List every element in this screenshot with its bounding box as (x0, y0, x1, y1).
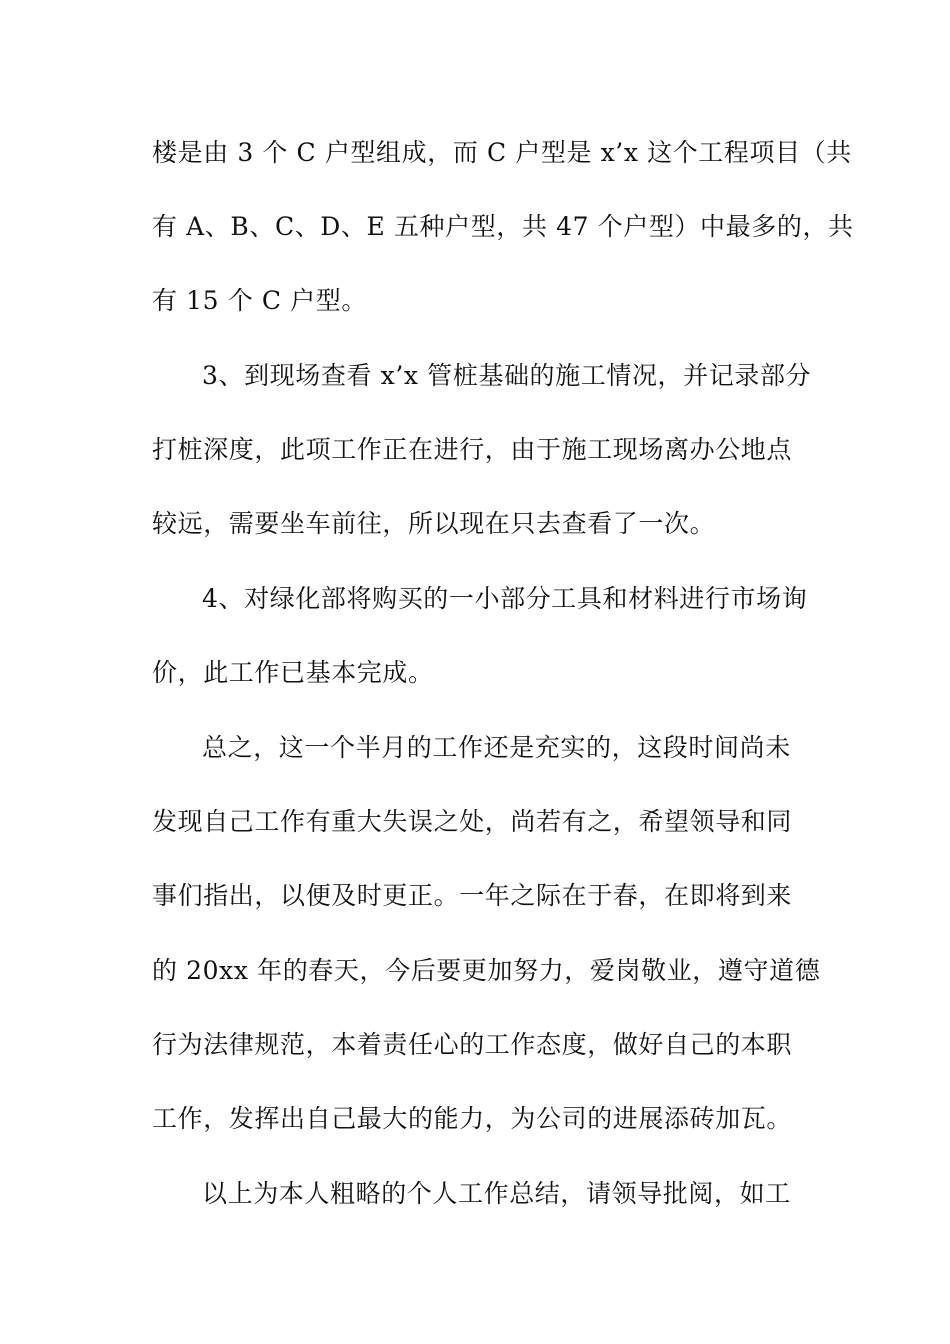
paragraph-line: 总之，这一个半月的工作还是充实的，这段时间尚未 (202, 733, 791, 762)
paragraph-line: 有 A、B、C、D、E 五种户型，共 47 个户型）中最多的，共 (152, 212, 854, 241)
paragraph-line: 的 20xx 年的春天，今后要更加努力，爱岗敬业，遵守道德 (152, 956, 821, 985)
paragraph-line: 价，此工作已基本完成。 (152, 658, 434, 687)
paragraph-line: 以上为本人粗略的个人工作总结，请领导批阅，如工 (202, 1179, 791, 1208)
paragraph-line: 4、对绿化部将购买的一小部分工具和材料进行市场询 (202, 584, 808, 613)
paragraph-line: 3、到现场查看 x’x 管桩基础的施工情况，并记录部分 (202, 361, 812, 390)
paragraph-line: 楼是由 3 个 C 户型组成，而 C 户型是 x’x 这个工程项目（共 (152, 138, 852, 167)
paragraph-line: 打桩深度，此项工作正在进行，由于施工现场离办公地点 (152, 435, 793, 464)
paragraph-line: 发现自己工作有重大失误之处，尚若有之，希望领导和同 (152, 807, 793, 836)
paragraph-line: 工作，发挥出自己最大的能力，为公司的进展添砖加瓦。 (152, 1104, 793, 1133)
paragraph-line: 较远，需要坐车前往，所以现在只去查看了一次。 (152, 509, 716, 538)
paragraph-line: 行为法律规范，本着责任心的工作态度，做好自己的本职 (152, 1030, 793, 1059)
paragraph-line: 有 15 个 C 户型。 (152, 286, 367, 315)
paragraph-line: 事们指出，以便及时更正。一年之际在于春，在即将到来 (152, 881, 793, 910)
